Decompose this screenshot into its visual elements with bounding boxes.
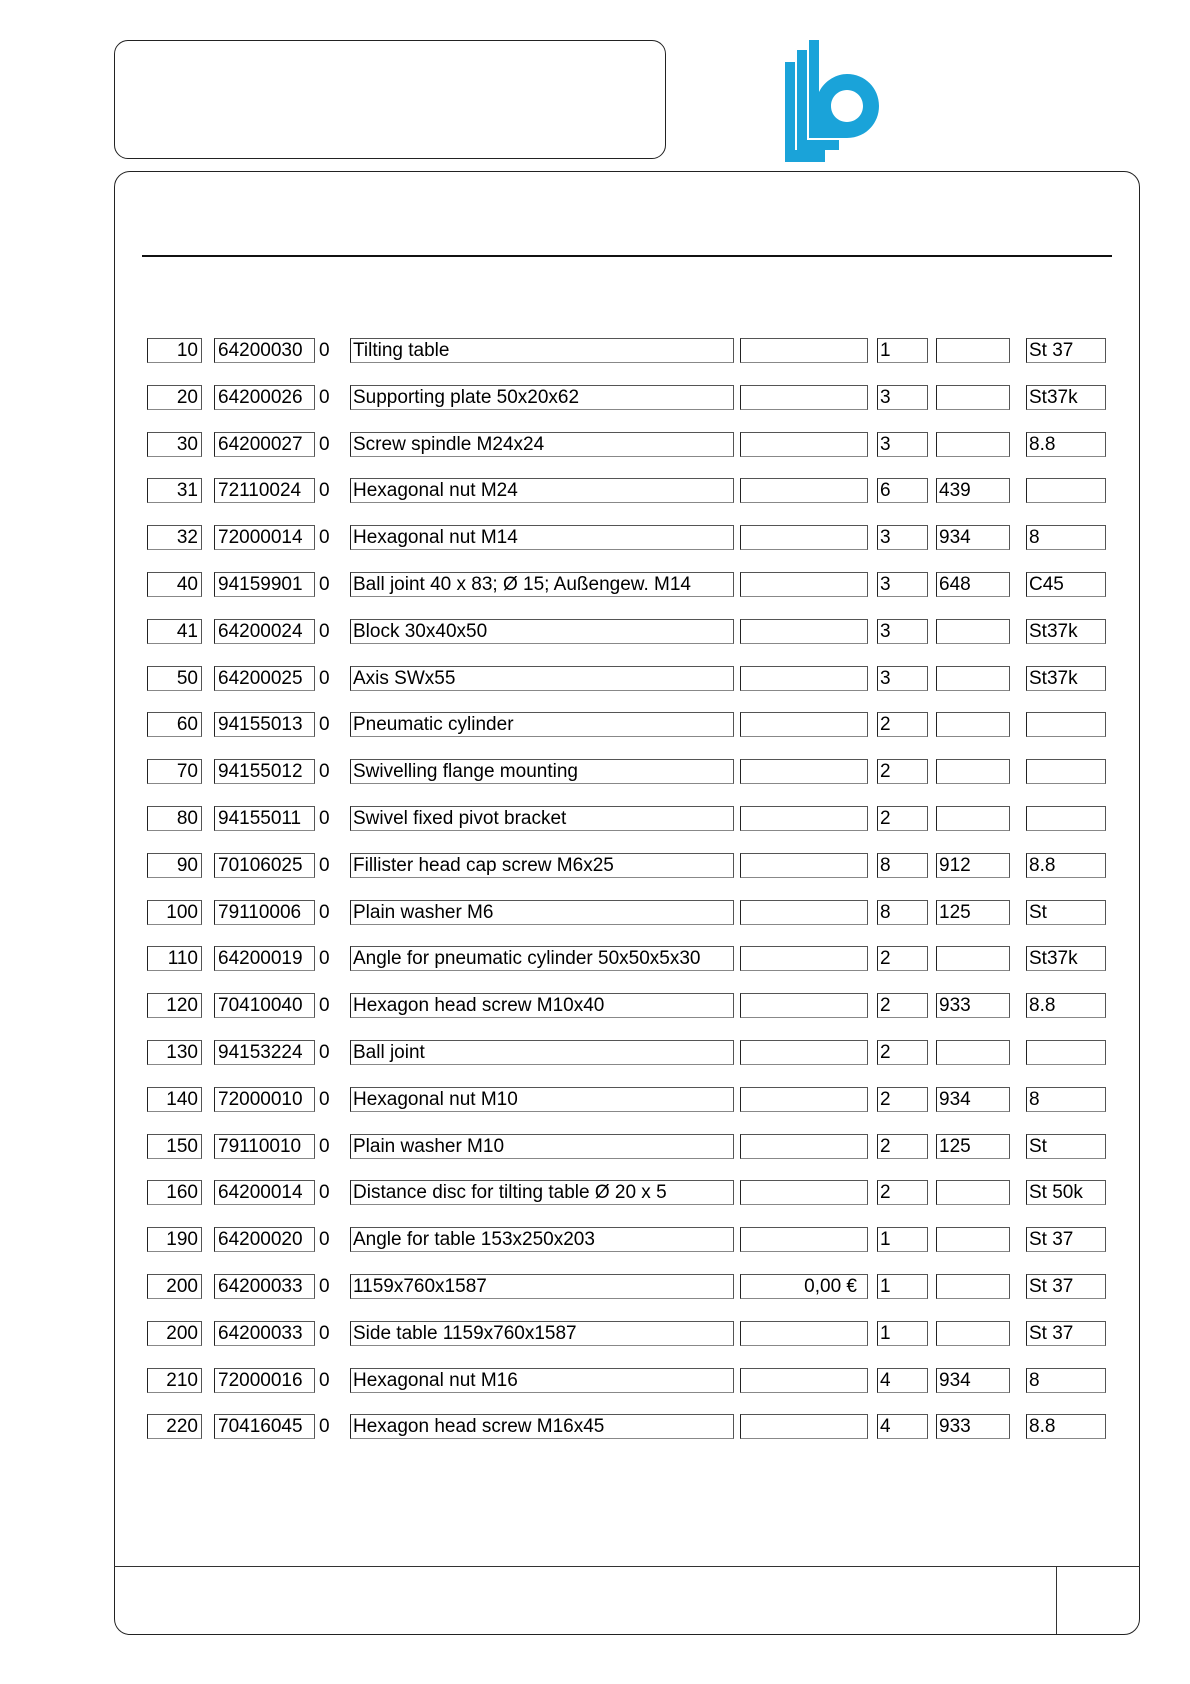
price-cell	[740, 478, 868, 503]
article-number-cell: 70106025	[214, 853, 315, 878]
article-number-cell: 64200033	[214, 1321, 315, 1346]
article-number-cell: 72000010	[214, 1087, 315, 1112]
version-cell: 0	[319, 527, 330, 548]
standard-cell: 912	[936, 853, 1010, 878]
description-cell: Fillister head cap screw M6x25	[350, 853, 734, 878]
standard-cell	[936, 385, 1010, 410]
quantity-cell: 2	[877, 712, 928, 737]
table-row	[0, 619, 1190, 645]
quantity-cell: 2	[877, 1040, 928, 1065]
standard-cell	[936, 1321, 1010, 1346]
table-row	[0, 432, 1190, 458]
table-row	[0, 385, 1190, 411]
position-cell: 30	[147, 432, 202, 457]
table-row	[0, 806, 1190, 832]
material-cell: 8.8	[1026, 1414, 1106, 1439]
quantity-cell: 1	[877, 1274, 928, 1299]
article-number-cell: 79110006	[214, 900, 315, 925]
article-number-cell: 72000014	[214, 525, 315, 550]
version-cell: 0	[319, 902, 330, 923]
material-cell	[1026, 1040, 1106, 1065]
price-cell	[740, 1368, 868, 1393]
description-cell: Plain washer M6	[350, 900, 734, 925]
version-cell: 0	[319, 1416, 330, 1437]
version-cell: 0	[319, 1136, 330, 1157]
article-number-cell: 64200019	[214, 946, 315, 971]
description-cell: Block 30x40x50	[350, 619, 734, 644]
standard-cell	[936, 338, 1010, 363]
table-row	[0, 1087, 1190, 1113]
price-cell	[740, 993, 868, 1018]
article-number-cell: 94155012	[214, 759, 315, 784]
material-cell: St 37	[1026, 1274, 1106, 1299]
position-cell: 220	[147, 1414, 202, 1439]
quantity-cell: 8	[877, 900, 928, 925]
price-cell	[740, 666, 868, 691]
price-cell	[740, 1227, 868, 1252]
standard-cell	[936, 712, 1010, 737]
description-cell: Ball joint	[350, 1040, 734, 1065]
table-row	[0, 666, 1190, 692]
standard-cell	[936, 1040, 1010, 1065]
description-cell: Hexagonal nut M16	[350, 1368, 734, 1393]
article-number-cell: 70410040	[214, 993, 315, 1018]
table-row	[0, 572, 1190, 598]
standard-cell	[936, 619, 1010, 644]
quantity-cell: 3	[877, 525, 928, 550]
footer-page-box-divider	[1056, 1566, 1057, 1634]
description-cell: Ball joint 40 x 83; Ø 15; Außengew. M14	[350, 572, 734, 597]
description-cell: Hexagonal nut M10	[350, 1087, 734, 1112]
standard-cell: 933	[936, 1414, 1010, 1439]
description-cell: Swivel fixed pivot bracket	[350, 806, 734, 831]
price-cell	[740, 1321, 868, 1346]
article-number-cell: 94155011	[214, 806, 315, 831]
standard-cell	[936, 432, 1010, 457]
lb-company-logo-icon	[785, 40, 879, 162]
article-number-cell: 79110010	[214, 1134, 315, 1159]
quantity-cell: 3	[877, 432, 928, 457]
table-row	[0, 525, 1190, 551]
version-cell: 0	[319, 714, 330, 735]
position-cell: 32	[147, 525, 202, 550]
description-cell: Hexagonal nut M14	[350, 525, 734, 550]
position-cell: 120	[147, 993, 202, 1018]
position-cell: 150	[147, 1134, 202, 1159]
price-cell: 0,00 €	[740, 1274, 868, 1299]
material-cell: 8	[1026, 525, 1106, 550]
description-cell: Angle for pneumatic cylinder 50x50x5x30	[350, 946, 734, 971]
standard-cell: 439	[936, 478, 1010, 503]
material-cell: St 37	[1026, 1227, 1106, 1252]
position-cell: 200	[147, 1274, 202, 1299]
position-cell: 100	[147, 900, 202, 925]
article-number-cell: 64200024	[214, 619, 315, 644]
table-row	[0, 1368, 1190, 1394]
price-cell	[740, 385, 868, 410]
description-cell: 1159x760x1587	[350, 1274, 734, 1299]
position-cell: 60	[147, 712, 202, 737]
version-cell: 0	[319, 621, 330, 642]
version-cell: 0	[319, 948, 330, 969]
article-number-cell: 94153224	[214, 1040, 315, 1065]
footer-divider	[114, 1566, 1140, 1567]
article-number-cell: 94159901	[214, 572, 315, 597]
standard-cell: 934	[936, 1087, 1010, 1112]
description-cell: Pneumatic cylinder	[350, 712, 734, 737]
position-cell: 80	[147, 806, 202, 831]
price-cell	[740, 572, 868, 597]
article-number-cell: 64200026	[214, 385, 315, 410]
price-cell	[740, 619, 868, 644]
version-cell: 0	[319, 387, 330, 408]
quantity-cell: 2	[877, 993, 928, 1018]
price-cell	[740, 806, 868, 831]
table-row	[0, 946, 1190, 972]
version-cell: 0	[319, 480, 330, 501]
quantity-cell: 3	[877, 385, 928, 410]
standard-cell: 125	[936, 900, 1010, 925]
version-cell: 0	[319, 1276, 330, 1297]
version-cell: 0	[319, 1042, 330, 1063]
description-cell: Distance disc for tilting table Ø 20 x 5	[350, 1180, 734, 1205]
description-cell: Hexagon head screw M10x40	[350, 993, 734, 1018]
article-number-cell: 72000016	[214, 1368, 315, 1393]
version-cell: 0	[319, 808, 330, 829]
quantity-cell: 2	[877, 1180, 928, 1205]
title-divider	[142, 255, 1112, 257]
article-number-cell: 64200027	[214, 432, 315, 457]
position-cell: 190	[147, 1227, 202, 1252]
version-cell: 0	[319, 855, 330, 876]
position-cell: 20	[147, 385, 202, 410]
table-row	[0, 1040, 1190, 1066]
price-cell	[740, 1414, 868, 1439]
material-cell: 8.8	[1026, 993, 1106, 1018]
standard-cell	[936, 759, 1010, 784]
material-cell: St37k	[1026, 385, 1106, 410]
quantity-cell: 3	[877, 572, 928, 597]
material-cell: St 37	[1026, 1321, 1106, 1346]
material-cell: St37k	[1026, 666, 1106, 691]
description-cell: Side table 1159x760x1587	[350, 1321, 734, 1346]
price-cell	[740, 900, 868, 925]
standard-cell	[936, 666, 1010, 691]
position-cell: 90	[147, 853, 202, 878]
standard-cell	[936, 1227, 1010, 1252]
article-number-cell: 70416045	[214, 1414, 315, 1439]
description-cell: Hexagonal nut M24	[350, 478, 734, 503]
version-cell: 0	[319, 1229, 330, 1250]
price-cell	[740, 1087, 868, 1112]
standard-cell	[936, 806, 1010, 831]
table-row	[0, 1180, 1190, 1206]
description-cell: Hexagon head screw M16x45	[350, 1414, 734, 1439]
standard-cell: 934	[936, 525, 1010, 550]
material-cell	[1026, 759, 1106, 784]
price-cell	[740, 853, 868, 878]
standard-cell	[936, 1180, 1010, 1205]
material-cell	[1026, 478, 1106, 503]
table-row	[0, 1227, 1190, 1253]
standard-cell: 125	[936, 1134, 1010, 1159]
article-number-cell: 64200033	[214, 1274, 315, 1299]
position-cell: 70	[147, 759, 202, 784]
table-row	[0, 853, 1190, 879]
position-cell: 160	[147, 1180, 202, 1205]
quantity-cell: 2	[877, 946, 928, 971]
description-cell: Plain washer M10	[350, 1134, 734, 1159]
description-cell: Swivelling flange mounting	[350, 759, 734, 784]
quantity-cell: 2	[877, 1087, 928, 1112]
version-cell: 0	[319, 1089, 330, 1110]
position-cell: 110	[147, 946, 202, 971]
table-row	[0, 900, 1190, 926]
quantity-cell: 3	[877, 619, 928, 644]
description-cell: Supporting plate 50x20x62	[350, 385, 734, 410]
table-row	[0, 759, 1190, 785]
price-cell	[740, 338, 868, 363]
position-cell: 41	[147, 619, 202, 644]
version-cell: 0	[319, 761, 330, 782]
position-cell: 50	[147, 666, 202, 691]
material-cell: St 50k	[1026, 1180, 1106, 1205]
price-cell	[740, 432, 868, 457]
material-cell: St37k	[1026, 946, 1106, 971]
material-cell: St	[1026, 1134, 1106, 1159]
version-cell: 0	[319, 340, 330, 361]
quantity-cell: 2	[877, 806, 928, 831]
quantity-cell: 2	[877, 1134, 928, 1159]
quantity-cell: 1	[877, 1321, 928, 1346]
description-cell: Tilting table	[350, 338, 734, 363]
material-cell	[1026, 712, 1106, 737]
position-cell: 130	[147, 1040, 202, 1065]
version-cell: 0	[319, 668, 330, 689]
table-row	[0, 712, 1190, 738]
price-cell	[740, 946, 868, 971]
version-cell: 0	[319, 995, 330, 1016]
article-number-cell: 64200030	[214, 338, 315, 363]
table-row	[0, 1134, 1190, 1160]
description-cell: Screw spindle M24x24	[350, 432, 734, 457]
material-cell: 8.8	[1026, 853, 1106, 878]
table-row	[0, 1414, 1190, 1440]
position-cell: 10	[147, 338, 202, 363]
table-row	[0, 993, 1190, 1019]
version-cell: 0	[319, 434, 330, 455]
description-cell: Axis SWx55	[350, 666, 734, 691]
price-cell	[740, 1134, 868, 1159]
price-cell	[740, 1040, 868, 1065]
version-cell: 0	[319, 1323, 330, 1344]
position-cell: 140	[147, 1087, 202, 1112]
quantity-cell: 4	[877, 1368, 928, 1393]
table-row	[0, 478, 1190, 504]
version-cell: 0	[319, 1182, 330, 1203]
material-cell: St 37	[1026, 338, 1106, 363]
standard-cell: 934	[936, 1368, 1010, 1393]
article-number-cell: 72110024	[214, 478, 315, 503]
quantity-cell: 1	[877, 1227, 928, 1252]
article-number-cell: 64200025	[214, 666, 315, 691]
table-row	[0, 338, 1190, 364]
standard-cell	[936, 1274, 1010, 1299]
article-number-cell: 64200020	[214, 1227, 315, 1252]
material-cell: C45	[1026, 572, 1106, 597]
position-cell: 200	[147, 1321, 202, 1346]
quantity-cell: 3	[877, 666, 928, 691]
standard-cell: 933	[936, 993, 1010, 1018]
version-cell: 0	[319, 1370, 330, 1391]
quantity-cell: 8	[877, 853, 928, 878]
position-cell: 40	[147, 572, 202, 597]
quantity-cell: 6	[877, 478, 928, 503]
position-cell: 31	[147, 478, 202, 503]
table-row	[0, 1274, 1190, 1300]
price-cell	[740, 1180, 868, 1205]
material-cell: 8	[1026, 1087, 1106, 1112]
price-cell	[740, 759, 868, 784]
version-cell: 0	[319, 574, 330, 595]
table-row	[0, 1321, 1190, 1347]
material-cell: St37k	[1026, 619, 1106, 644]
standard-cell	[936, 946, 1010, 971]
quantity-cell: 2	[877, 759, 928, 784]
description-cell: Angle for table 153x250x203	[350, 1227, 734, 1252]
article-number-cell: 94155013	[214, 712, 315, 737]
article-number-cell: 64200014	[214, 1180, 315, 1205]
price-cell	[740, 525, 868, 550]
standard-cell: 648	[936, 572, 1010, 597]
quantity-cell: 4	[877, 1414, 928, 1439]
position-cell: 210	[147, 1368, 202, 1393]
quantity-cell: 1	[877, 338, 928, 363]
material-cell: St	[1026, 900, 1106, 925]
material-cell: 8	[1026, 1368, 1106, 1393]
price-cell	[740, 712, 868, 737]
material-cell	[1026, 806, 1106, 831]
material-cell: 8.8	[1026, 432, 1106, 457]
header-address-box	[114, 40, 666, 159]
